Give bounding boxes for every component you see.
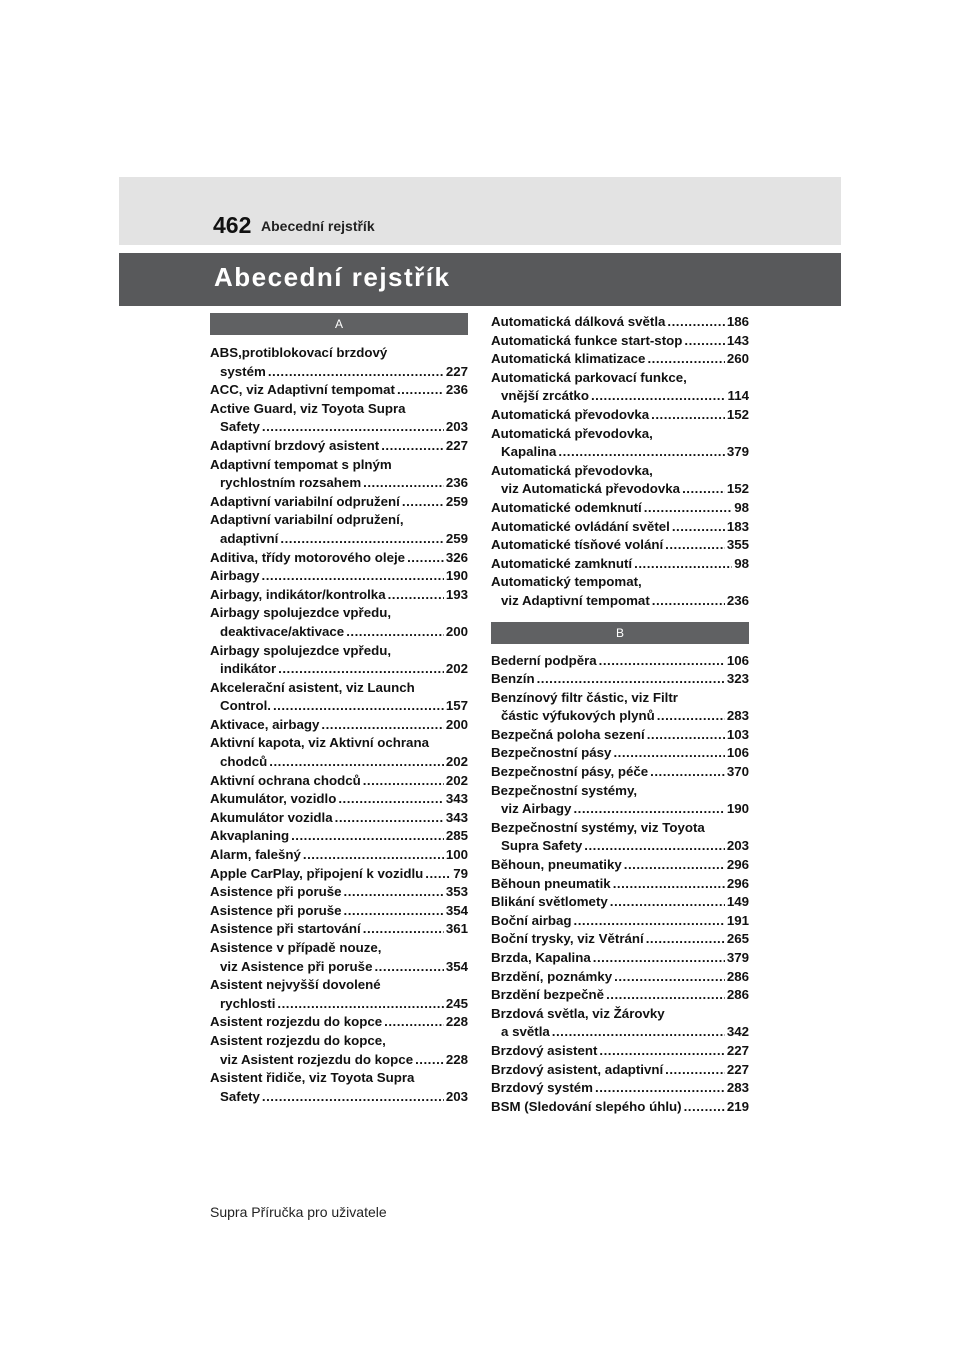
dot-leader (363, 920, 444, 939)
index-entry (491, 930, 749, 949)
index-term-continuation: viz Airbagy (501, 801, 572, 817)
index-page-ref: 186 (726, 314, 749, 329)
index-entry (210, 1032, 468, 1069)
index-page-ref: 227 (726, 1061, 749, 1077)
dot-leader (613, 875, 725, 894)
index-entry (491, 499, 749, 518)
index-term: Airbagy (210, 568, 260, 584)
index-term-continuation: a světla (501, 1024, 550, 1040)
index-page-ref: 202 (445, 754, 468, 770)
index-page-ref: 326 (445, 549, 468, 565)
dot-leader (262, 418, 444, 437)
index-page-ref: 98 (734, 555, 749, 571)
index-entry (210, 716, 468, 735)
index-entry (491, 726, 749, 745)
index-page-ref: 259 (445, 530, 468, 546)
index-entry (491, 652, 749, 671)
index-entry (210, 865, 468, 884)
dot-leader (573, 800, 724, 819)
index-term: Benzínový filtr částic, viz Filtr (491, 689, 678, 705)
dot-leader (303, 846, 444, 865)
index-term: Asistence v případě nouze, (210, 940, 382, 955)
index-term: Akvaplaning (210, 828, 290, 844)
index-page-ref: 265 (726, 931, 749, 947)
dot-leader (665, 1061, 725, 1080)
dot-leader (262, 1088, 444, 1107)
dot-leader (684, 1098, 725, 1117)
dot-leader (280, 530, 443, 549)
dot-leader (321, 716, 443, 735)
dot-leader (278, 660, 444, 679)
index-term-continuation: vnější zrcátko (501, 388, 589, 404)
index-entry (491, 782, 749, 819)
dot-leader (425, 865, 451, 884)
index-page-ref: 202 (445, 661, 468, 677)
index-page-ref: 260 (726, 351, 749, 367)
dot-leader (374, 958, 443, 977)
page-title: Abecední rejstřík (214, 262, 451, 292)
index-term: Akumulátor vozidla (210, 809, 333, 825)
index-page-ref: 245 (445, 995, 468, 1011)
dot-leader (647, 350, 724, 369)
dot-leader (682, 480, 725, 499)
dot-leader (552, 1023, 725, 1042)
index-page-ref: 191 (726, 912, 749, 928)
index-page-ref: 283 (726, 1080, 749, 1096)
index-page-ref: 296 (726, 857, 749, 873)
index-term: Automatická převodovka, (491, 462, 653, 478)
index-entry (210, 772, 468, 791)
index-page-ref: 203 (445, 419, 468, 435)
index-term: Brzdový asistent, adaptivní (491, 1061, 664, 1077)
index-page-ref: 236 (726, 592, 749, 608)
index-entry (491, 555, 749, 574)
index-page-ref: 193 (445, 586, 468, 602)
index-term: Adaptivní tempomat s plným (210, 456, 392, 472)
index-entry (210, 734, 468, 771)
index-entry (210, 586, 468, 605)
index-entry (210, 920, 468, 939)
dot-leader (537, 670, 725, 689)
index-term-continuation: chodců (220, 754, 268, 770)
index-entry (491, 425, 749, 462)
footer-text: Supra Příručka pro uživatele (210, 1204, 387, 1220)
index-entry (210, 437, 468, 456)
index-entry (210, 400, 468, 437)
index-entry (491, 350, 749, 369)
index-term-continuation: Safety (220, 1088, 260, 1104)
index-entry (491, 689, 749, 726)
index-page-ref: 200 (445, 716, 468, 732)
dot-leader (613, 744, 724, 763)
index-term: Bezpečnostní pásy (491, 745, 612, 761)
index-term: Brzdění, poznámky (491, 968, 613, 984)
index-term-continuation: deaktivace/aktivace (220, 623, 345, 639)
dot-leader (610, 893, 725, 912)
index-entry (491, 763, 749, 782)
index-entry (491, 986, 749, 1005)
index-term-continuation: částic výfukových plynů (501, 708, 655, 724)
index-page-ref: 106 (726, 652, 749, 668)
dot-leader (415, 1051, 444, 1070)
index-term: Aktivace, airbagy (210, 716, 320, 732)
index-term-continuation: indikátor (220, 661, 277, 677)
index-page-ref: 152 (726, 481, 749, 497)
dot-leader (650, 763, 725, 782)
index-column-left (210, 313, 468, 1106)
section-b-entries (491, 652, 749, 1117)
index-page-ref: 103 (726, 726, 749, 742)
index-term: Boční trysky, viz Větrání (491, 931, 644, 947)
dot-leader (644, 499, 732, 518)
index-term-continuation: rychlosti (220, 995, 276, 1011)
index-page-ref: 361 (445, 921, 468, 937)
index-entry (491, 949, 749, 968)
index-entry (210, 456, 468, 493)
index-term: Automatická funkce start-stop (491, 332, 683, 348)
index-page-ref: 236 (445, 475, 468, 491)
index-term-continuation: viz Asistent rozjezdu do kopce (220, 1051, 414, 1067)
dot-leader (397, 381, 444, 400)
dot-leader (584, 837, 725, 856)
dot-leader (595, 1079, 725, 1098)
dot-leader (335, 809, 444, 828)
index-term: Automatická převodovka, (491, 425, 653, 441)
index-term: Asistence při poruše (210, 884, 342, 900)
index-term: Asistent rozjezdu do kopce, (210, 1032, 386, 1048)
index-entry (210, 604, 468, 641)
index-entry (491, 856, 749, 875)
index-entry (210, 344, 468, 381)
dot-leader (344, 902, 444, 921)
index-entry (210, 679, 468, 716)
index-page-ref: 228 (445, 1051, 468, 1067)
index-term-continuation: Control. (220, 698, 271, 714)
dot-leader (363, 772, 444, 791)
index-entry (210, 846, 468, 865)
index-page-ref: 286 (726, 987, 749, 1003)
index-term-continuation: viz Automatická převodovka (501, 481, 681, 497)
index-entry (491, 875, 749, 894)
index-entry (491, 893, 749, 912)
index-term: ABS,protiblokovací brzdový (210, 345, 388, 360)
index-entry (210, 883, 468, 902)
dot-leader (672, 518, 725, 537)
dot-leader (647, 726, 725, 745)
index-term: Automatická převodovka (491, 406, 650, 422)
index-entry (210, 1069, 468, 1106)
index-term: Boční airbag (491, 912, 572, 928)
index-term: Bezpečnostní systémy, (491, 782, 638, 798)
index-term: Brzdění bezpečně (491, 987, 605, 1003)
index-term: Automatická parkovací funkce, (491, 369, 687, 385)
index-page-ref: 100 (445, 847, 468, 863)
index-term: Asistence při poruše (210, 902, 342, 918)
dot-leader (291, 827, 444, 846)
index-entry (210, 381, 468, 400)
index-page-ref: 227 (445, 363, 468, 379)
section-letter-a: A (210, 313, 468, 335)
index-term-continuation: viz Asistence při poruše (220, 958, 373, 974)
index-page-ref: 259 (445, 493, 468, 509)
index-page-ref: 200 (445, 623, 468, 639)
index-page-ref: 296 (726, 875, 749, 891)
index-page-ref: 354 (445, 958, 468, 974)
index-term: Automatické tísňové volání (491, 537, 664, 553)
index-entry (210, 939, 468, 976)
index-term: Asistence při startování (210, 921, 361, 937)
index-entry (491, 536, 749, 555)
dot-leader (652, 592, 725, 611)
index-term: Akcelerační asistent, viz Launch (210, 679, 415, 695)
index-page-ref: 227 (445, 437, 468, 453)
index-term: Automatická dálková světla (491, 314, 666, 329)
index-entry (210, 493, 468, 512)
index-term-continuation: systém (220, 363, 266, 379)
index-term: Adaptivní brzdový asistent (210, 437, 380, 453)
page-number: 462 (213, 212, 252, 238)
index-page-ref: 149 (726, 894, 749, 910)
index-term: Bezpečná poloha sezení (491, 726, 645, 742)
index-term: Brzdový systém (491, 1080, 593, 1096)
index-page-ref: 343 (445, 791, 468, 807)
index-entry (491, 369, 749, 406)
index-entry (491, 462, 749, 499)
dot-leader (346, 623, 444, 642)
dot-leader (591, 387, 726, 406)
index-term: Asistent nejvyšší dovolené (210, 977, 381, 993)
index-term: Aktivní kapota, viz Aktivní ochrana (210, 735, 429, 751)
index-entry (491, 1042, 749, 1061)
index-page-ref: 202 (445, 772, 468, 788)
index-entry (210, 976, 468, 1013)
dot-leader (381, 437, 444, 456)
index-entry (210, 827, 468, 846)
dot-leader (344, 883, 444, 902)
dot-leader (624, 856, 725, 875)
dot-leader (593, 949, 725, 968)
index-term: Airbagy spolujezdce vpředu, (210, 605, 392, 621)
index-page-ref: 203 (726, 838, 749, 854)
index-term-continuation: viz Adaptivní tempomat (501, 592, 650, 608)
index-page-ref: 323 (726, 671, 749, 687)
index-page-ref: 143 (726, 332, 749, 348)
section-letter-b: B (491, 622, 749, 644)
index-entry (491, 1098, 749, 1117)
index-term: Aditiva, třídy motorového oleje (210, 549, 406, 565)
index-term: Airbagy spolujezdce vpředu, (210, 642, 392, 658)
index-page-ref: 228 (445, 1014, 468, 1030)
index-entry (491, 912, 749, 931)
dot-leader (574, 912, 725, 931)
index-entry (210, 1013, 468, 1032)
dot-leader (262, 567, 444, 586)
index-entry (210, 902, 468, 921)
index-term: Brzdový asistent (491, 1042, 598, 1058)
index-page-ref: 379 (726, 444, 749, 460)
index-term: Akumulátor, vozidlo (210, 791, 337, 807)
index-page-ref: 236 (445, 382, 468, 398)
dot-leader (558, 443, 724, 462)
index-term: Adaptivní variabilní odpružení (210, 493, 400, 509)
dot-leader (614, 968, 725, 987)
dot-leader (388, 586, 444, 605)
dot-leader (599, 1042, 724, 1061)
index-term: Běhoun, pneumatiky (491, 857, 622, 873)
dot-leader (363, 474, 444, 493)
index-term: Adaptivní variabilní odpružení, (210, 512, 404, 528)
dot-leader (665, 536, 725, 555)
index-term: Automatická klimatizace (491, 351, 646, 367)
index-term: Alarm, falešný (210, 847, 301, 863)
index-term: Automatické zamknutí (491, 555, 633, 571)
index-page-ref: 354 (445, 902, 468, 918)
dot-leader (667, 313, 724, 332)
index-term: ACC, viz Adaptivní tempomat (210, 382, 395, 398)
index-term: Bezpečnostní systémy, viz Toyota (491, 819, 705, 835)
index-page-ref: 157 (445, 698, 468, 714)
index-page-ref: 342 (726, 1024, 749, 1040)
index-term: Automatické ovládání světel (491, 518, 670, 534)
index-column-right (491, 313, 749, 1116)
index-term-continuation: Supra Safety (501, 838, 583, 854)
index-page-ref: 285 (445, 828, 468, 844)
index-entry (210, 549, 468, 568)
index-term: BSM (Sledování slepého úhlu) (491, 1098, 682, 1114)
index-term: Apple CarPlay, připojení k vozidlu (210, 865, 424, 881)
index-term: Benzín (491, 671, 535, 687)
index-entry (210, 790, 468, 809)
index-entry (491, 1061, 749, 1080)
section-a-entries (210, 344, 468, 1106)
index-page-ref: 379 (726, 950, 749, 965)
index-page-ref: 106 (726, 745, 749, 761)
index-entry (491, 670, 749, 689)
dot-leader (269, 753, 444, 772)
index-page-ref: 190 (726, 801, 749, 817)
index-page-ref: 227 (726, 1042, 749, 1058)
index-page-ref: 353 (445, 884, 468, 900)
index-entry (491, 968, 749, 987)
index-term: Airbagy, indikátor/kontrolka (210, 586, 386, 602)
index-term: Automatické odemknutí (491, 499, 642, 515)
dot-leader (402, 493, 444, 512)
dot-leader (657, 707, 725, 726)
index-entry (491, 1005, 749, 1042)
index-page-ref: 343 (445, 809, 468, 825)
dot-leader (651, 406, 725, 425)
index-page-ref: 183 (726, 518, 749, 534)
index-page-ref: 283 (726, 708, 749, 724)
index-term: Brzda, Kapalina (491, 950, 591, 965)
index-term: Běhoun pneumatik (491, 875, 611, 891)
dot-leader (634, 555, 732, 574)
dot-leader (599, 652, 725, 671)
index-page-ref: 219 (726, 1098, 749, 1114)
index-term-continuation: Kapalina (501, 444, 557, 460)
dot-leader (646, 930, 725, 949)
dot-leader (268, 363, 444, 382)
index-entry (491, 313, 749, 332)
dot-leader (407, 549, 444, 568)
index-entry (491, 518, 749, 537)
index-page-ref: 370 (726, 764, 749, 780)
index-entry (210, 511, 468, 548)
index-term: Brzdová světla, viz Žárovky (491, 1005, 665, 1021)
index-entry (491, 573, 749, 610)
index-page-ref: 114 (727, 388, 749, 404)
index-page-ref: 286 (726, 968, 749, 984)
index-entry (491, 1079, 749, 1098)
index-term: Asistent rozjezdu do kopce (210, 1014, 383, 1030)
index-page-ref: 152 (726, 406, 749, 422)
dot-leader (277, 995, 443, 1014)
index-entry (491, 819, 749, 856)
index-term: Blikání světlomety (491, 894, 608, 910)
index-entry (210, 567, 468, 586)
index-term: Automatický tempomat, (491, 574, 642, 590)
index-page-ref: 79 (453, 865, 468, 881)
dot-leader (684, 332, 724, 351)
dot-leader (273, 697, 444, 716)
index-entry (210, 809, 468, 828)
index-term-continuation: adaptivní (220, 530, 279, 546)
index-page-ref: 355 (726, 537, 749, 553)
section-a-continued-entries (491, 313, 749, 611)
index-term: Asistent řidiče, viz Toyota Supra (210, 1070, 415, 1086)
index-term: Bezpečnostní pásy, péče (491, 764, 649, 780)
index-term: Aktivní ochrana chodců (210, 772, 361, 788)
index-term-continuation: Safety (220, 419, 260, 435)
index-entry (491, 332, 749, 351)
index-term-continuation: rychlostním rozsahem (220, 475, 362, 491)
index-term: Bederní podpěra (491, 652, 597, 668)
index-page-ref: 190 (445, 568, 468, 584)
index-term: Active Guard, viz Toyota Supra (210, 400, 406, 416)
index-entry (491, 406, 749, 425)
index-entry (210, 642, 468, 679)
dot-leader (338, 790, 443, 809)
index-entry (491, 744, 749, 763)
index-page-ref: 203 (445, 1088, 468, 1104)
dot-leader (606, 986, 725, 1005)
index-page-ref: 98 (734, 499, 749, 515)
dot-leader (384, 1013, 444, 1032)
running-head: Abecední rejstřík (261, 218, 375, 234)
